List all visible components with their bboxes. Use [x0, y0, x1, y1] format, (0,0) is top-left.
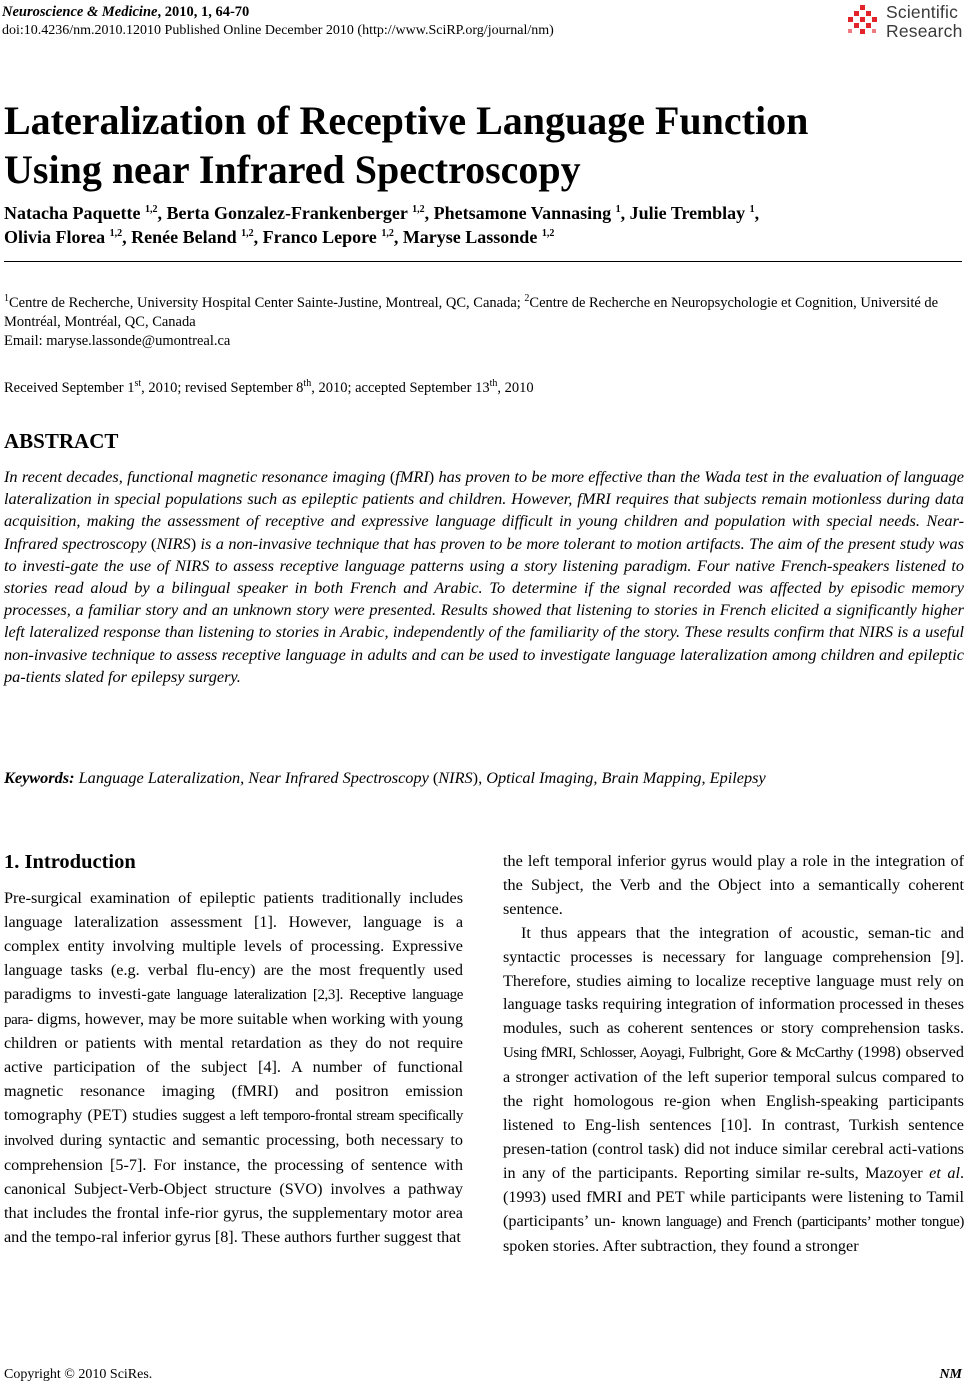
body-column-right	[503, 850, 964, 1258]
logo-text-line1: Scientific	[886, 2, 959, 22]
doi-line: doi:10.4236/nm.2010.12010 Published Online December 2010 (http://www.SciRP.org/journal/nm)	[2, 23, 554, 38]
author: Phetsamone Vannasing $^1$,	[433, 203, 630, 223]
author-affiliation-mark: 1,2	[144, 204, 158, 215]
section-heading-introduction: 1. Introduction	[4, 851, 136, 873]
author-affiliation-mark: 1,2	[541, 228, 555, 239]
paper-title-line2: Using near Infrared Spectroscopy	[4, 147, 581, 192]
logo-text-line2: Research	[886, 21, 963, 41]
copyright-notice: Copyright © 2010 SciRes.	[4, 1367, 153, 1382]
publisher-logo-icon	[846, 4, 880, 38]
keywords-label: Keywords	[4, 768, 70, 787]
author: Maryse Lassonde $^{1,2}$	[402, 227, 555, 247]
paper-title-line1: Lateralization of Receptive Language Function	[4, 98, 809, 143]
abstract-heading: ABSTRACT	[4, 429, 119, 453]
affiliation-line: $^1$Centre de Recherche, University Hospital Center Sainte-Justine, Montreal, QC, Canada; $^2$Centre de Recherche en Neuropsychologie et Cognition, Université de Montréal, Montréal, QC, Canada	[4, 293, 939, 330]
author-affiliation-mark: 1,2	[241, 228, 254, 239]
paragraph: Pre-surgical examination of epileptic patients traditionally includes language lateralization assessment [1]. However, language is a complex entity involving multiple levels of processing. Expressive language tasks (e.g. verbal flu-ency) are the most frequently used paradigms to investi-gate language lateralization [2,3]. Receptive language para- digms, however, may be more suitable when working with young children or patients with mental retardation as they do not require active participation of the subject [4]. A number of functional magnetic resonance imaging (fMRI) and positron emission tomography (PET) studies suggest a left temporo-frontal stream specifically involved during syntactic and semantic processing, both necessary to comprehension [5-7]. For instance, the processing of sentence with canonical Subject-Verb-Object structure (SVO) involves a pathway that includes the frontal infe-rior gyrus, the supplementary motor area and the tempo-ral inferior gyrus [8]. These authors further suggest that	[4, 889, 464, 1246]
corresponding-email: Email: maryse.lassonde@umontreal.ca	[4, 333, 231, 349]
author: Natacha Paquette $^{1,2}$,	[4, 203, 167, 223]
author-affiliation-mark: 1,2	[381, 228, 394, 239]
keywords: Keywords: Language Lateralization, Near Infrared Spectroscopy (NIRS), Optical Imaging, Brain Mapping, Epilepsy	[4, 768, 766, 787]
body-column-left	[4, 887, 463, 1250]
header-divider	[4, 261, 962, 262]
author-affiliation-mark: 1,2	[412, 204, 425, 215]
journal-name: Neuroscience & Medicine	[2, 4, 158, 20]
author: Berta Gonzalez-Frankenberger $^{1,2}$,	[166, 203, 434, 223]
journal-citation	[2, 3, 249, 22]
author: Olivia Florea $^{1,2}$,	[4, 227, 132, 247]
paragraph: the left temporal inferior gyrus would play a role in the integration of the Subject, the Verb and the Object into a semantically coherent sentence.	[503, 852, 964, 918]
author-list	[4, 201, 964, 249]
paragraph: It thus appears that the integration of acoustic, seman-tic and syntactic processes is necessary for language comprehension [9]. Therefore, studies aiming to localize receptive language must rely on language tasks requiring integration of information processed in theses modules, such as coherent sentences or story comprehension tasks. Using fMRI, Schlosser, Aoyagi, Fulbright, Gore & McCarthy (1998) observed a stronger activation of the left superior temporal sulcus compared to the right homologous re-gion when English-speaking participants listened to Eng-lish sentences [10]. In contrast, Turkish sentence presen-tation (control task) did not induce similar cerebral acti-vations in any of the participants. Reporting similar re-sults, Mazoyer et al. (1993) used fMRI and PET while participants were listening to Tamil (participants’ un- known language) and French (participants’ mother tongue) spoken stories. After subtraction, they found a stronger	[503, 923, 964, 1255]
received-dates: Received September 1st, 2010; revised September 8th, 2010; accepted September 13th, 2010	[4, 378, 534, 396]
author-affiliation-mark: 1	[615, 204, 621, 215]
author: Franco Lepore $^{1,2}$,	[262, 227, 403, 247]
author-affiliation-mark: 1	[749, 204, 755, 215]
journal-abbreviation: NM	[939, 1367, 962, 1382]
affiliations	[4, 294, 964, 351]
author: Julie Tremblay $^1$,	[629, 203, 760, 223]
author: Renée Beland $^{1,2}$,	[131, 227, 263, 247]
abstract-text: In recent decades, functional magnetic resonance imaging (fMRI) has proven to be more effective than the Wada test in the evaluation of language lateralization in special populations such as epileptic patients and children. However, fMRI requires that subjects remain motionless during data acquisition, making the assessment of receptive and expressive language difficult in young children and population with special needs. Near-Infrared spectroscopy (NIRS) is a non-invasive technique that has proven to be more tolerant to motion artifacts. The aim of the present study was to investi-gate the use of NIRS to assess receptive language patterns using a story listening paradigm. Four native French-speakers listened to stories read aloud by a bilingual speaker in both French and Arabic. To determine if the signal recorded was affected by episodic memory processes, a familiar story and an unknown story were presented. Results showed that listening to stories in French elicited a significantly higher left lateralized response than listening to stories in Arabic, independently of the familiarity of the story. These results confirm that NIRS is a useful non-invasive technique to assess receptive language in adults and can be used to investigate language lateralization among children and epileptic pa-tients slated for epilepsy surgery.	[4, 467, 964, 686]
author-affiliation-mark: 1,2	[109, 228, 123, 239]
paper-title	[4, 96, 964, 194]
journal-volume: , 2010, 1, 64-70	[157, 4, 250, 20]
publisher-logo	[846, 0, 964, 42]
